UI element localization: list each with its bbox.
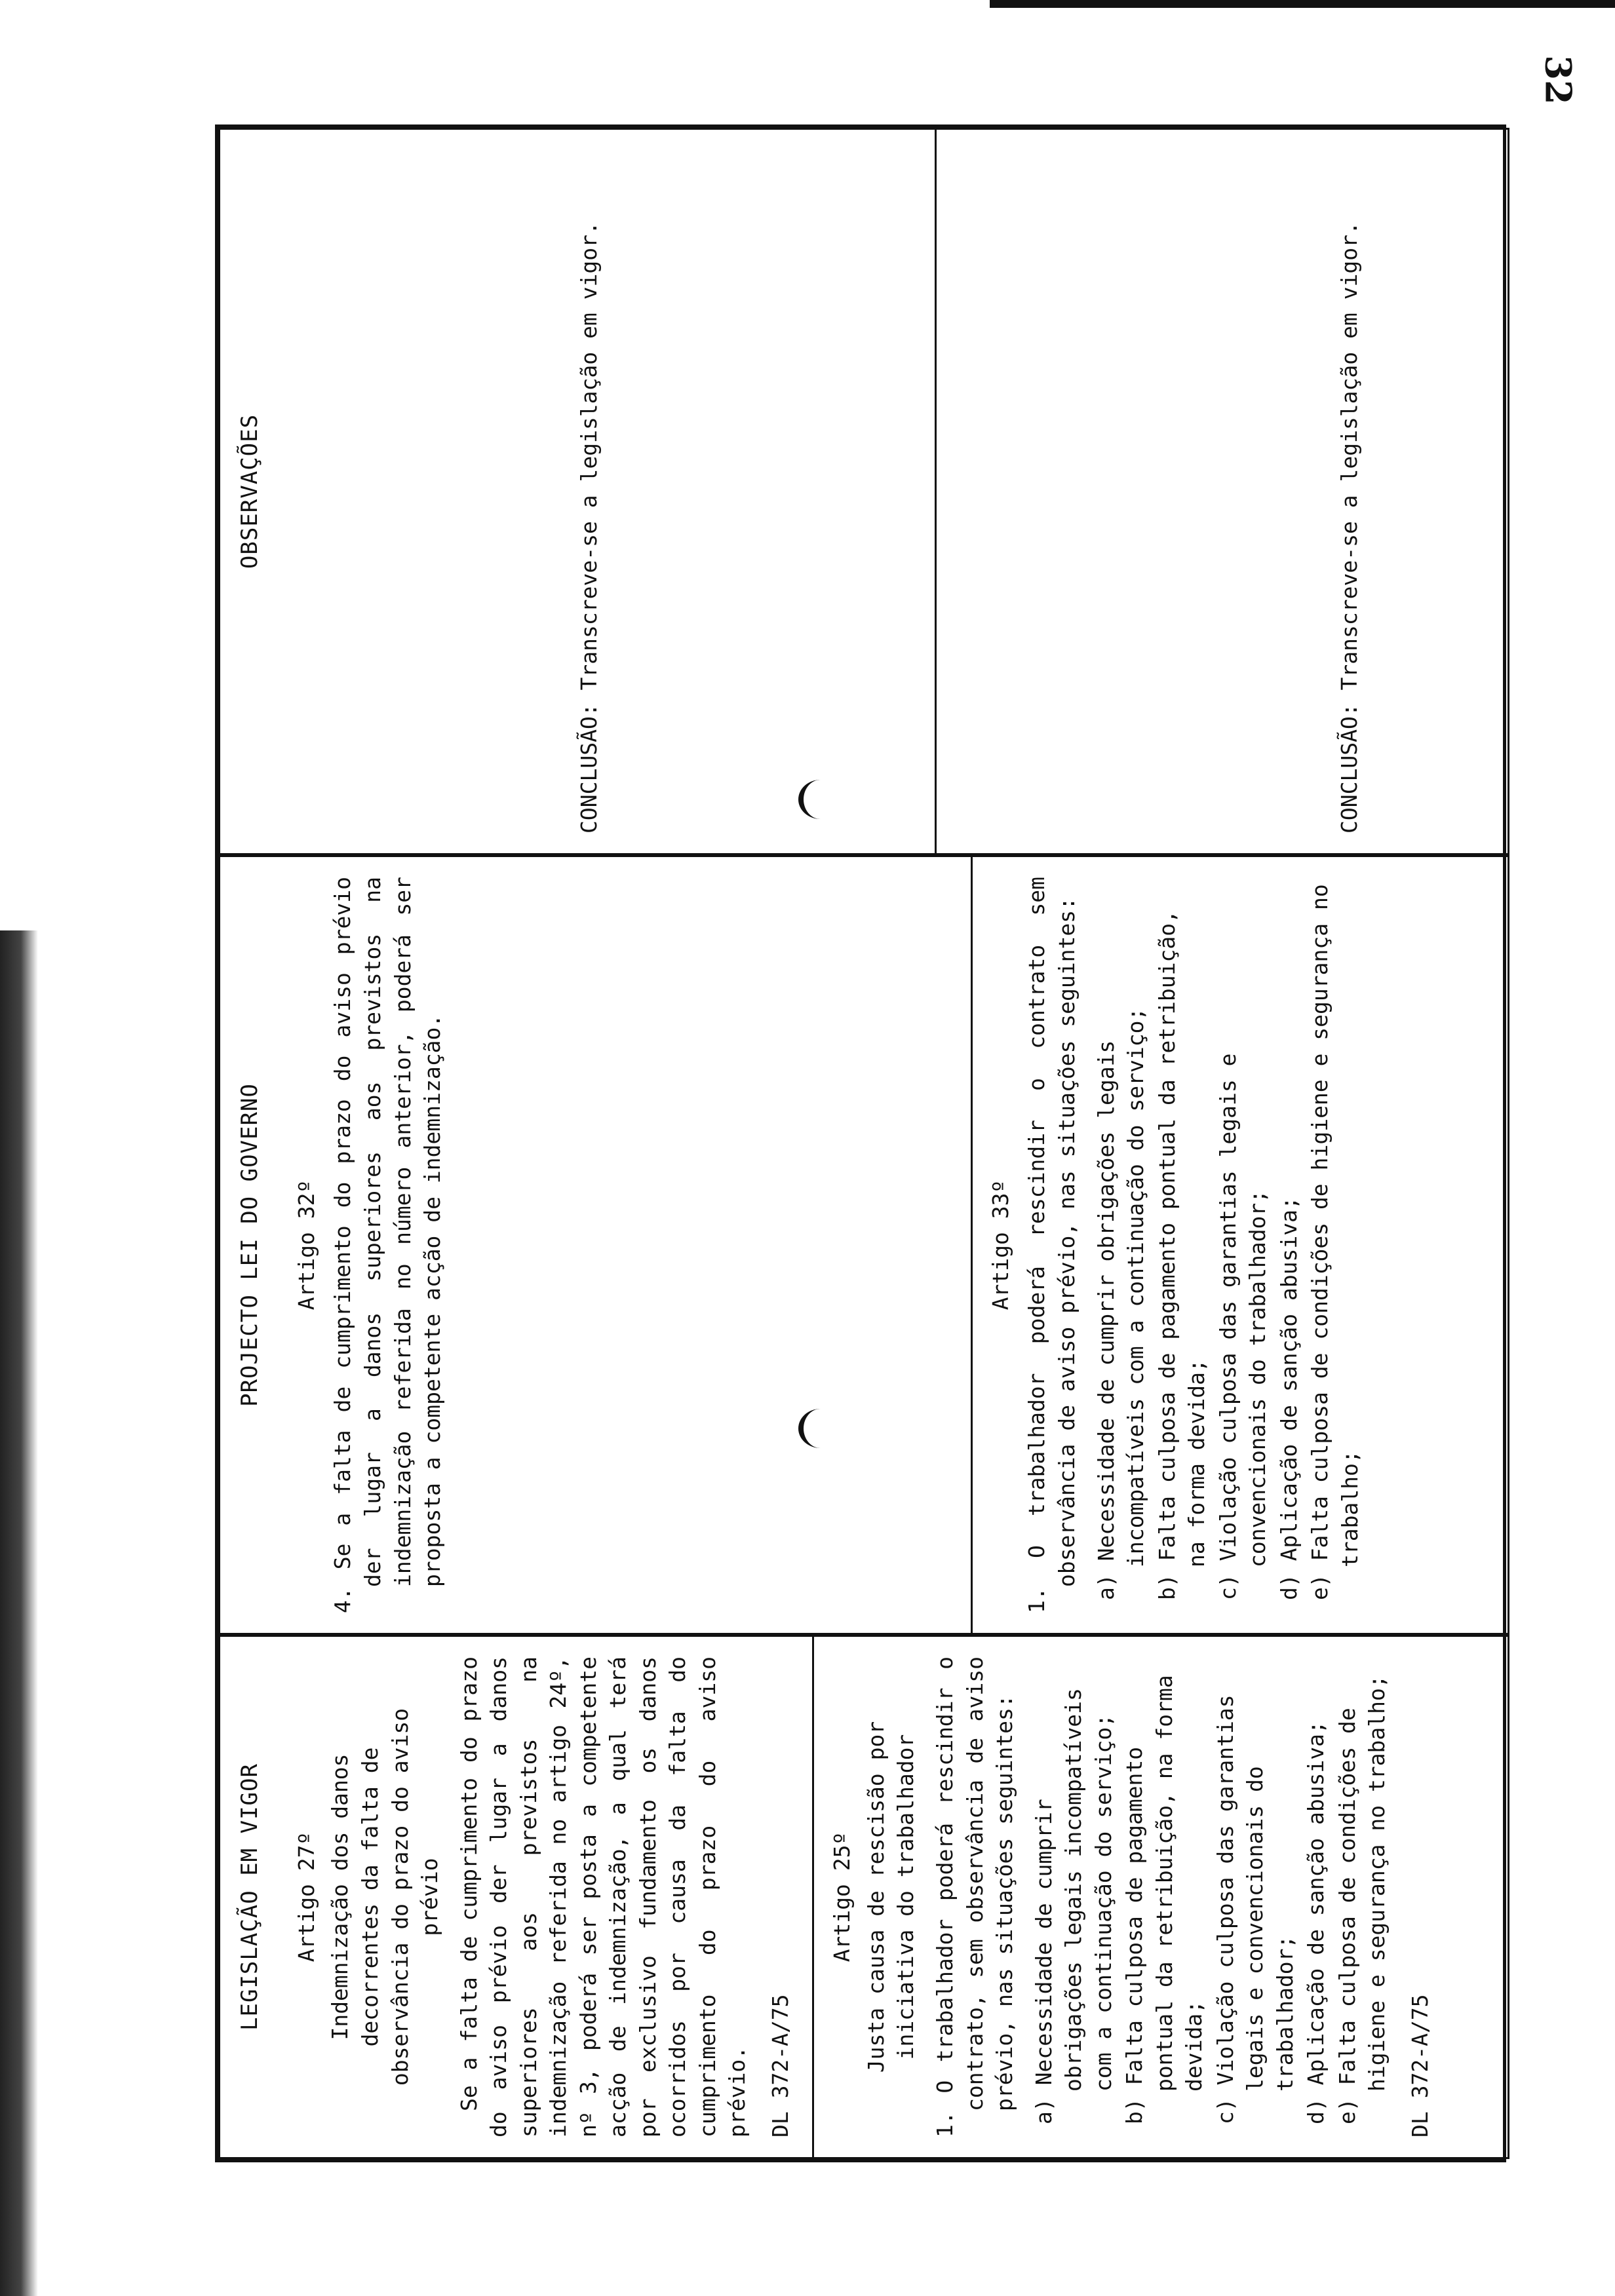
row-2-observacoes [1334,152,1365,833]
artigo-items [1091,877,1365,1613]
scan-edge-top [990,0,1615,8]
page-number: 32 [1537,55,1580,105]
list-item: a) Necessidade de cumprir obrigações legais incompatíveis com a continuação do serviço; [1030,1688,1116,2124]
column-header-projecto: PROJECTO LEI DO GOVERNO [237,1083,263,1407]
list-item: b) Falta culposa de pagamento pontual da retribuição, na forma devida; [1154,910,1210,1600]
legislation-reference: DL 372-A/75 [1407,1994,1433,2137]
artigo-intro: 1. O trabalhador poderá rescindir o contrato, sem observância de aviso prévio, nas situações seguintes: [932,1656,1018,2137]
artigo-text: 4. Se a falta de cumprimento do prazo do aviso prévio der lugar a danos superiores aos previstos na indemnização referida no número anterior, poderá ser proposta a competente acção de indemnização. [330,877,446,1613]
column-legislacao [218,1635,1509,2159]
list-item: e) Falta culposa de condições de higiene e segurança no trabalho; [1307,884,1363,1600]
list-item: d) Aplicação de sanção abusiva; [1275,1196,1302,1600]
artigo-title: Artigo 32º [293,1179,319,1311]
conclusion-text: Transcreve-se a legislação em vigor. [576,221,602,691]
row-1-legislacao [292,1656,796,2137]
row-divider [812,1637,814,2157]
list-item: c) Violação culposa das garantias legais e convencionais do trabalhador; [1215,1053,1271,1600]
artigo-title: Artigo 25º [829,1831,855,1962]
comparison-table [215,124,1506,2162]
artigo-intro: 1. O trabalhador poderá rescindir o contrato sem observância de aviso prévio, nas situações seguintes: [1024,877,1080,1613]
artigo-title: Artigo 27º [293,1831,319,1962]
row-1-projecto [292,877,954,1613]
row-divider [935,130,937,853]
column-header-observacoes: OBSERVAÇÕES [237,413,263,569]
artigo-title: Artigo 33º [987,1179,1013,1311]
list-item: b) Falta culposa de pagamento pontual da retribuição, na forma devida; [1121,1675,1207,2124]
legislation-reference: DL 372-A/75 [767,1994,793,2137]
list-item: a) Necessidade de cumprir obrigações legais incompatíveis com a continuação do serviço; [1093,1007,1149,1600]
column-projecto [218,855,1509,1635]
scan-edge-left [0,930,38,2296]
column-header-legislacao: LEGISLAÇÃO EM VIGOR [237,1763,263,2031]
conclusion-text: Transcreve-se a legislação em vigor. [1336,221,1362,691]
column-observacoes [218,128,1509,855]
artigo-subtitle: Indemnização dos danos decorrentes da falta de observância do prazo do aviso prévio [327,1708,443,2086]
list-item: e) Falta culposa de condições de higiene e segurança no trabalho; [1334,1675,1390,2124]
artigo-text: Se a falta de cumprimento do prazo do aviso prévio der lugar a danos superiores aos previstos na indemnização referida no artigo 24º, nº 3, poderá ser posta a competente acção de indemnização, a qual terá por exclusivo fundamento os danos ocorridos por causa da falta do cumprimento do prazo do aviso prévio. [456,1656,750,2137]
row-2-legislacao [827,1656,1435,2137]
conclusion-label: CONCLUSÃO: [1336,703,1362,833]
artigo-items [1029,1656,1392,2137]
list-item: d) Aplicação de sanção abusiva; [1303,1721,1329,2124]
row-1-observacoes [574,152,604,833]
row-divider [971,857,973,1633]
list-item: c) Violação culposa das garantias legais e convencionais do trabalhador; [1212,1694,1298,2124]
conclusion-label: CONCLUSÃO: [576,703,602,833]
row-2-projecto [986,877,1365,1613]
artigo-subtitle: Justa causa de rescisão por iniciativa do trabalhador [863,1721,919,2073]
